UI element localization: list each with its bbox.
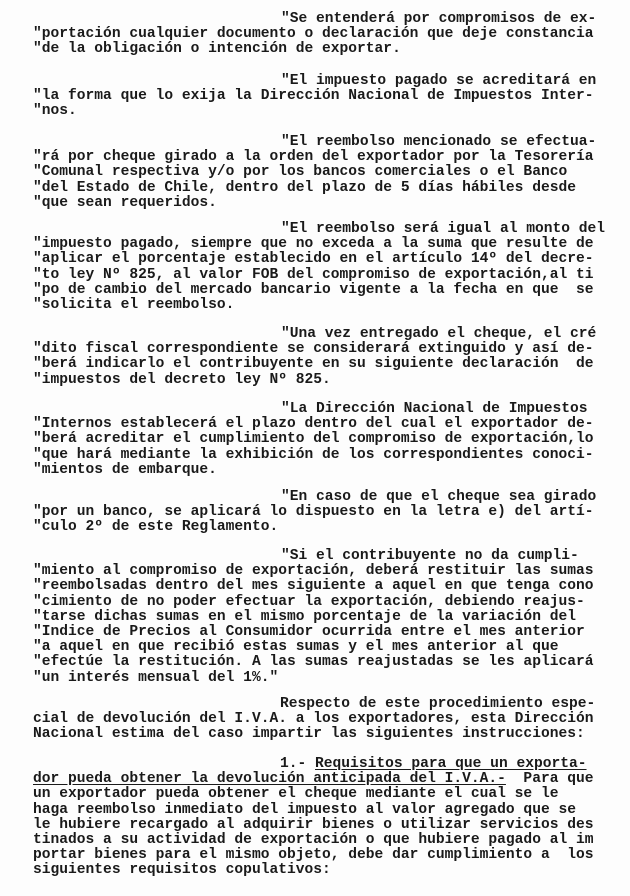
text-line: "cimiento de no poder efectuar la exportación, debiendo reajus- (33, 593, 585, 610)
text-line: "un interés mensual del 1%." (33, 669, 279, 686)
section-number: 1.- (280, 756, 316, 772)
section-heading-line (33, 757, 618, 772)
text-line: "to ley Nº 825, al valor FOB del compromiso de exportación,al ti (33, 266, 594, 283)
text-line: "miento al compromiso de exportación, deberá restituir las sumas (33, 563, 594, 580)
text-line: "dito fiscal correspondiente se considerará extinguido y así de- (33, 341, 594, 358)
text-line: "El impuesto pagado se acreditará en (281, 73, 597, 89)
section-1 (33, 757, 618, 879)
paragraph-7 (33, 490, 618, 536)
text-line: "Si el contribuyente no da cumpli- (281, 548, 579, 564)
text-line: "aplicar el porcentaje establecido en el artículo 14º del decre- (33, 251, 594, 268)
paragraph-2 (33, 74, 618, 120)
text-line: siguientes requisitos copulativos: (33, 862, 331, 879)
text-line: "del Estado de Chile, dentro del plazo de 5 días hábiles desde (33, 179, 576, 196)
text-line: "de la obligación o intención de exportar. (33, 41, 401, 58)
text-line: "nos. (33, 103, 77, 120)
section-heading-line (33, 772, 618, 787)
text-line: "Internos establecerá el plazo dentro del cual el exportador de- (33, 416, 594, 433)
section-heading-title-cont: dor pueda obtener la devolución anticipada del I.V.A.- (33, 771, 506, 788)
text-line: "Comunal respectiva y/o por los bancos comerciales o el Banco (33, 164, 568, 181)
text-line: "En caso de que el cheque sea girado (281, 489, 597, 505)
text-line: "solicita el reembolso. (33, 296, 235, 313)
text-line: "El reembolso será igual al monto del (281, 221, 606, 237)
text-line: "La Dirección Nacional de Impuestos (281, 401, 588, 417)
text-line: cial de devolución del I.V.A. a los exportadores, esta Dirección (33, 711, 594, 728)
section-heading-title: Requisitos para que un exporta- (315, 756, 587, 772)
text-line: "rá por cheque girado a la orden del exportador por la Tesorería (33, 149, 594, 166)
text-line: "por un banco, se aplicará lo dispuesto en la letra e) del artí- (33, 504, 594, 521)
text-line: Nacional estima del caso impartir las siguientes instrucciones: (33, 726, 585, 743)
text-line: "tarse dichas sumas en el mismo porcentaje de la variación del (33, 608, 576, 625)
paragraph-1 (33, 12, 618, 58)
text-line: Respecto de este procedimiento espe- (280, 696, 596, 712)
text-line: haga reembolso inmediato del impuesto al valor agregado que se (33, 801, 576, 818)
paragraph-4 (33, 222, 618, 313)
text-line: "Una vez entregado el cheque, el cré (281, 326, 597, 342)
text-line: "que hará mediante la exhibición de los correspondientes conoci- (33, 446, 594, 463)
text-line: tinados a su actividad de exportación o que hubiere pagado al im (33, 831, 594, 848)
text-line: "mientos de embarque. (33, 461, 217, 478)
text-line: "impuesto pagado, siempre que no exceda a la suma que resulte de (33, 236, 594, 253)
text-line: "efectúe la restitución. A las sumas reajustadas se les aplicará (33, 654, 594, 671)
text-line: "la forma que lo exija la Dirección Nacional de Impuestos Inter- (33, 88, 594, 105)
text-line: "impuestos del decreto ley Nº 825. (33, 371, 331, 388)
text-line: "que sean requeridos. (33, 194, 217, 211)
paragraph-3 (33, 135, 618, 211)
text-line: "Indice de Precios al Consumidor ocurrida entre el mes anterior (33, 623, 585, 640)
text-line: "a aquel en que recibió estas sumas y el mes anterior al que (33, 639, 559, 656)
text-line: portar bienes para el mismo objeto, debe dar cumplimiento a los (33, 847, 594, 864)
paragraph-9 (33, 697, 618, 743)
paragraph-5 (33, 327, 618, 388)
text-line: "po de cambio del mercado bancario vigente a la fecha en que se (33, 281, 594, 298)
text-line: "reembolsadas dentro del mes siguiente a aquel en que tenga cono (33, 578, 594, 595)
text-line: "culo 2º de este Reglamento. (33, 519, 279, 536)
text-line: "berá indicarlo el contribuyente en su siguiente declaración de (33, 356, 594, 373)
text-line: "berá acreditar el cumplimiento del compromiso de exportación,lo (33, 431, 594, 448)
text-line: "El reembolso mencionado se efectua- (281, 134, 597, 150)
paragraph-8 (33, 549, 618, 686)
text-line: "portación cualquier documento o declaración que deje constancia (33, 26, 594, 43)
text-line: le hubiere recargado al adquirir bienes o utilizar servicios des (33, 816, 594, 833)
text-line: un exportador pueda obtener el cheque mediante el cual se le (33, 786, 559, 803)
text-fragment: Para que (505, 771, 594, 788)
paragraph-6 (33, 402, 618, 478)
text-line: "Se entenderá por compromisos de ex- (281, 11, 597, 27)
